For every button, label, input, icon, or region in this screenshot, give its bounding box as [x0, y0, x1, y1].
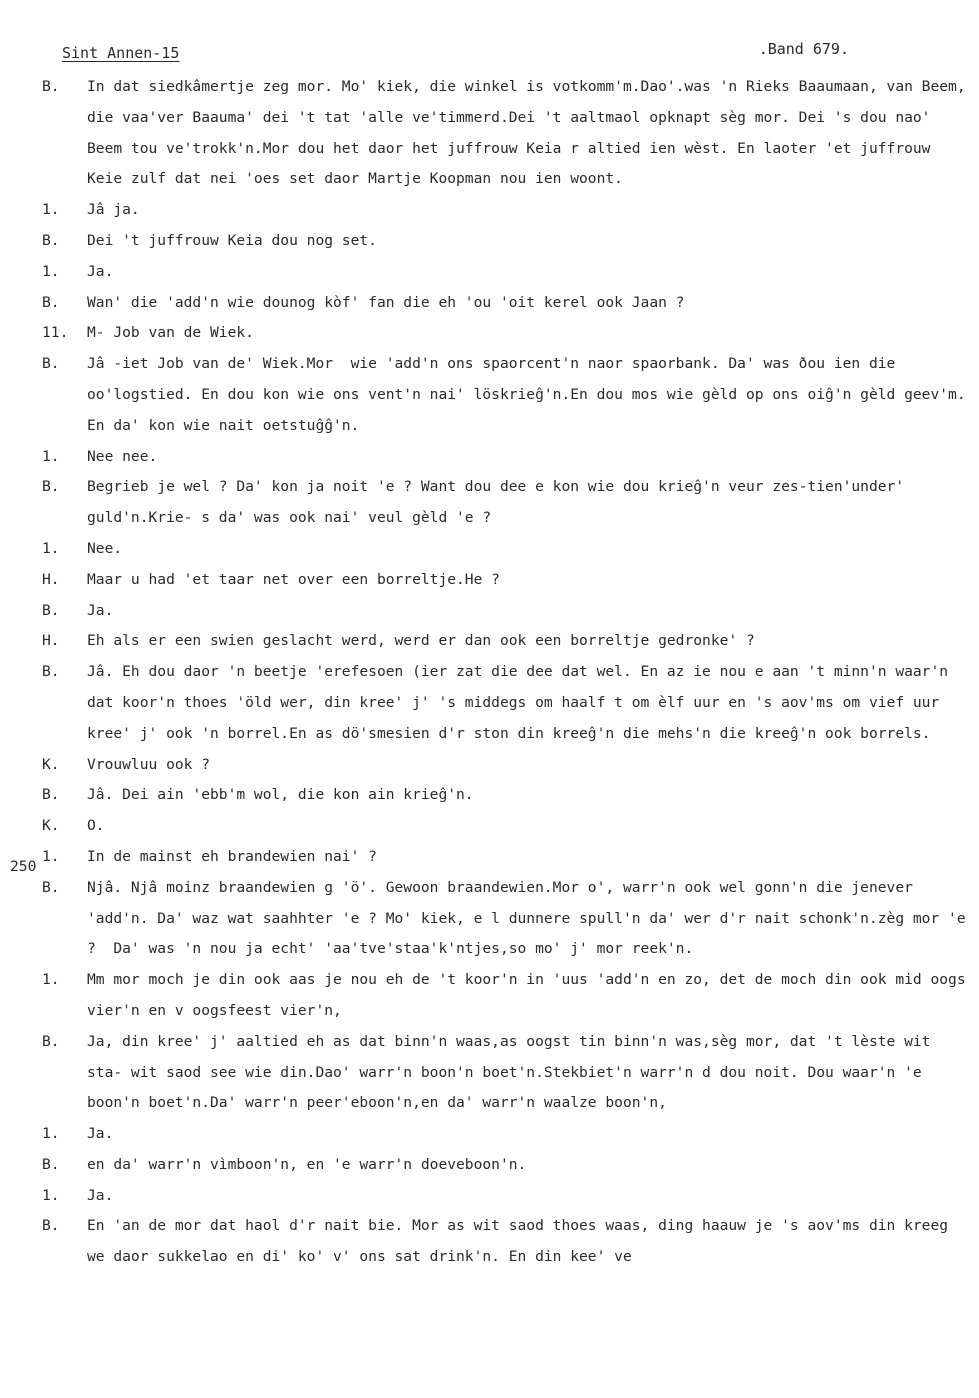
utterance-text: Nee.: [87, 539, 123, 557]
speaker-label: K.: [42, 817, 60, 835]
turn-6: [0, 318, 979, 349]
utterance-text: M- Job van de Wiek.: [87, 324, 254, 342]
turn-1: [0, 72, 979, 195]
speaker-label: B.: [42, 878, 60, 896]
page-header: [62, 40, 919, 66]
margin-line-number: 250: [10, 857, 37, 875]
speaker-label: B.: [42, 231, 60, 249]
speaker-label: B.: [42, 355, 60, 373]
speaker-label: 1.: [42, 262, 60, 280]
utterance-text: Nee nee.: [87, 447, 158, 465]
utterance-text: Ja.: [87, 1125, 114, 1143]
utterance-text: Jâ ja.: [87, 201, 140, 219]
turn-16: [0, 780, 979, 811]
turn-7: [0, 349, 979, 441]
band-number: .Band 679.: [758, 40, 849, 58]
turn-18: [0, 842, 979, 873]
turn-21: [0, 1027, 979, 1119]
turn-25: [0, 1211, 979, 1273]
speaker-label: B.: [42, 78, 60, 95]
utterance-text: Wan' die 'add'n wie dounog kòf' fan die eh 'ou 'oit kerel ook Jaan ?: [87, 293, 685, 311]
speaker-label: B.: [42, 1155, 60, 1173]
speaker-label: B.: [42, 478, 60, 496]
utterance-text: Jâ -iet Job van de' Wiek.Mor wie 'add'n ons spaorcent'n naor spaorbank. Da' was ðou ien die oo'logstied. En dou kon wie ons vent'n nai' löskrieĝ'n.En dou mos wie gèld op ons oiĝ'n gèld geev'm. En da' kon wie nait oetstuĝĝ'n.: [87, 355, 975, 434]
turn-13: [0, 626, 979, 657]
speaker-label: 1.: [42, 1125, 60, 1143]
utterance-text: Maar u had 'et taar net over een borreltje.He ?: [87, 570, 500, 588]
speaker-label: 1.: [42, 539, 60, 557]
utterance-text: O.: [87, 817, 105, 835]
utterance-text: Jâ. Eh dou daor 'n beetje 'erefesoen (ier zat die dee dat wel. En az ie nou e aan 't minn'n waar'n dat koor'n thoes 'öld wer, din kree' j' 's middegs om haalf t om èlf uur en 's aov'ms om vief uur kree' j' ook 'n borrel.En as dö'smesien d'r ston din kreeĝ'n die mehs'n die kreeĝ'n ook borrels.: [87, 663, 957, 742]
document-title: Sint Annen-15: [62, 44, 180, 62]
turn-12: [0, 596, 979, 627]
utterance-text: Ja, din kree' j' aaltied eh as dat binn'n waas,as oogst tin binn'n was,sèg mor, dat 't lèste wit sta- wit saod see wie din.Dao' warr'n boon'n boet'n.Stekbiet'n warr'n d dou noit. Dou waar'n 'e boon'n boet'n.Da' warr'n peer'eboon'n,en da' warr'n waalze boon'n,: [87, 1032, 940, 1112]
speaker-label: 1.: [42, 847, 60, 865]
turn-2: [0, 195, 979, 226]
speaker-label: 11.: [42, 324, 69, 342]
utterance-text: Ja.: [87, 1186, 114, 1204]
speaker-label: B.: [42, 293, 60, 311]
utterance-text: Eh als er een swien geslacht werd, werd er dan ook een borreltje gedronke' ?: [87, 632, 755, 650]
turn-15: [0, 750, 979, 781]
turn-20: [0, 965, 979, 1027]
speaker-label: H.: [42, 570, 60, 588]
turn-10: [0, 534, 979, 565]
turn-24: [0, 1181, 979, 1212]
utterance-text: Begrieb je wel ? Da' kon ja noit 'e ? Want dou dee e kon wie dou krieĝ'n veur zes-tien'under' guld'n.Krie- s da' was ook nai' veul gèld 'e ?: [87, 478, 913, 527]
turn-8: [0, 442, 979, 473]
utterance-text: Ja.: [87, 601, 114, 619]
speaker-label: 1.: [42, 971, 60, 989]
turn-4: [0, 257, 979, 288]
utterance-text: Ja.: [87, 262, 114, 280]
speaker-label: 1.: [42, 201, 60, 219]
utterance-text: Njâ. Njâ moinz braandewien g 'ö'. Gewoon braandewien.Mor o', warr'n ook wel gonn'n die jenever 'add'n. Da' waz wat saahhter 'e ? Mo' kiek, e l dunnere spull'n da' wer d'r nait schonk'n.zèg mor 'e ? Da' was 'n nou ja echt' 'aa'tve'staa'k'ntjes,so mo' j' mor reek'n.: [87, 878, 975, 958]
turn-17: [0, 811, 979, 842]
turn-9: [0, 472, 979, 534]
turn-22: [0, 1119, 979, 1150]
utterance-text: Vrouwluu ook ?: [87, 755, 211, 773]
speaker-label: K.: [42, 755, 60, 773]
transcript: [0, 72, 979, 1273]
speaker-label: B.: [42, 601, 60, 619]
turn-23: [0, 1150, 979, 1181]
utterance-text: Mm mor moch je din ook aas je nou eh de 't koor'n in 'uus 'add'n en zo, det de moch din ook mid oogs vier'n en v oogsfeest vier'n,: [87, 971, 975, 1019]
utterance-text: In de mainst eh brandewien nai' ?: [87, 847, 377, 865]
utterance-text: Dei 't juffrouw Keia dou nog set.: [87, 231, 377, 249]
utterance-text: En 'an de mor dat haol d'r nait bie. Mor as wit saod thoes waas, ding haauw je 's aov'ms din kreeg we daor sukkelao en di' ko' v' ons sat drink'n. En din kee' ve: [87, 1217, 957, 1266]
turn-5: [0, 288, 979, 319]
utterance-text: Jâ. Dei ain 'ebb'm wol, die kon ain krieĝ'n.: [87, 786, 474, 804]
turn-19: [0, 873, 979, 965]
speaker-label: 1.: [42, 1186, 60, 1204]
speaker-label: B.: [42, 1217, 60, 1235]
speaker-label: B.: [42, 1032, 60, 1050]
utterance-text: In dat siedkâmertje zeg mor. Mo' kiek, die winkel is votkomm'm.Dao'.was 'n Rieks Baaumaan, van Beem, die vaa'ver Baauma' dei 't tat 'alle ve'timmerd.Dei 't aaltmaol opknapt sèg mor. Dei 's dou nao' Beem tou ve'trokk'n.Mor dou het daor het juffrouw Keia r altied ien wèst. En laoter 'et juffrouw Keie zulf dat nei 'oes set daor Martje Koopman nou ien woont.: [87, 78, 975, 188]
speaker-label: 1.: [42, 447, 60, 465]
turn-3: [0, 226, 979, 257]
speaker-label: H.: [42, 632, 60, 650]
utterance-text: en da' warr'n vìmboon'n, en 'e warr'n doeveboon'n.: [87, 1155, 527, 1173]
speaker-label: B.: [42, 786, 60, 804]
turn-14: [0, 657, 979, 749]
turn-11: [0, 565, 979, 596]
speaker-label: B.: [42, 663, 60, 681]
